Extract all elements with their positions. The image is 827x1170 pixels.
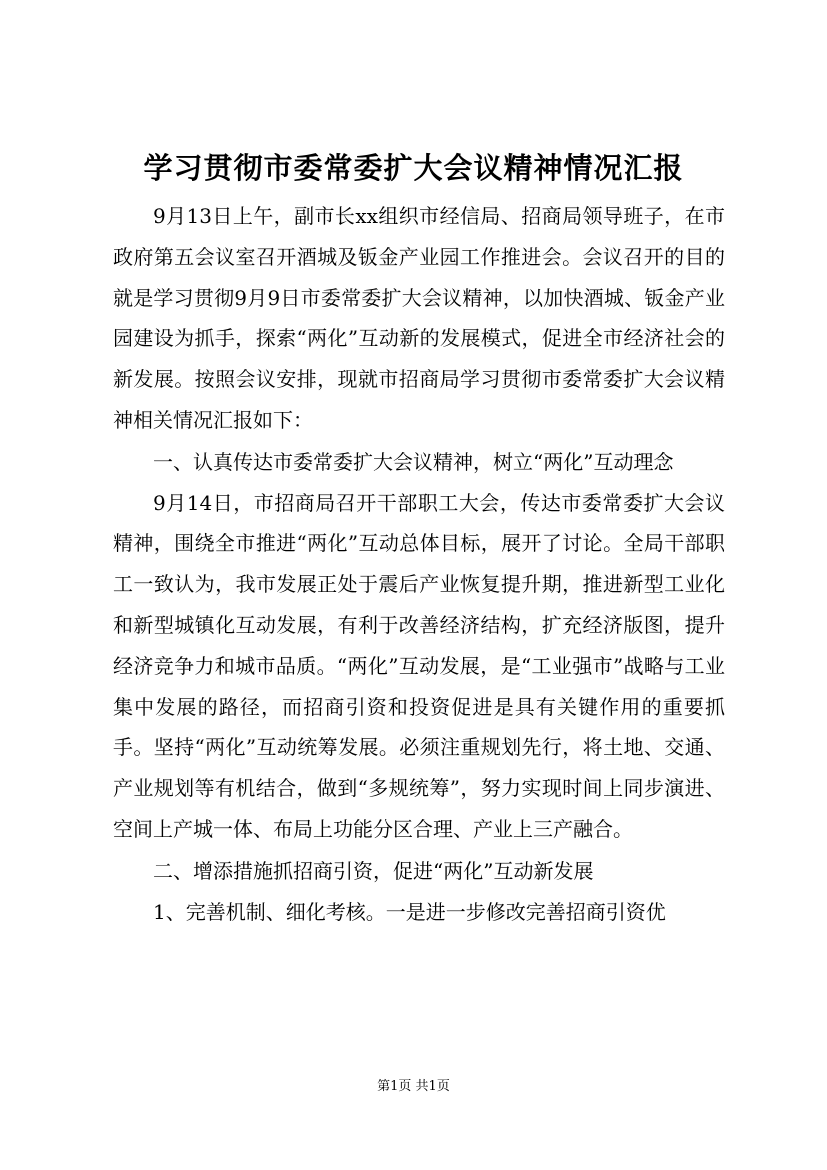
document-body (113, 196, 725, 932)
section-heading-1: 一、认真传达市委常委扩大会议精神，树立“两化”互动理念 (153, 449, 674, 474)
document-title: 学习贯彻市委常委扩大会议精神情况汇报 (143, 151, 684, 185)
section-heading-2: 二、增添措施抓招商引资，促进“两化”互动新发展 (153, 858, 594, 883)
paragraph-section-1: 9月14日，市招商局召开干部职工大会，传达市委常委扩大会议精神，围绕全市推进“两化”互动总体目标，展开了讨论。全局干部职工一致认为，我市发展正处于震后产业恢复提升期，推进新型工业化和新型城镇化互动发展，有利于改善经济结构，扩充经济版图，提升经济竞争力和城市品质。“两化”互动发展，是“工业强市”战略与工业集中发展的路径，而招商引资和投资促进是具有关键作用的重要抓手。坚持“两化”互动统筹发展。必须注重规划先行，将土地、交通、产业规划等有机结合，做到“多规统筹”，努力实现时间上同步演进、空间上产城一体、布局上功能分区合理、产业上三产融合。 (113, 490, 725, 841)
paragraph-item-1: 1、完善机制、细化考核。一是进一步修改完善招商引资优 (153, 899, 666, 924)
paragraph-intro: 9月13日上午，副市长xx组织市经信局、招商局领导班子，在市政府第五会议室召开酒城及钣金产业园工作推进会。会议召开的目的就是学习贯彻9月9日市委常委扩大会议精神，以加快酒城、钣金产业园建设为抓手，探索“两化”互动新的发展模式，促进全市经济社会的新发展。按照会议安排，现就市招商局学习贯彻市委常委扩大会议精神相关情况汇报如下： (113, 204, 725, 432)
page-footer: 第1页 共1页 (377, 1079, 450, 1094)
